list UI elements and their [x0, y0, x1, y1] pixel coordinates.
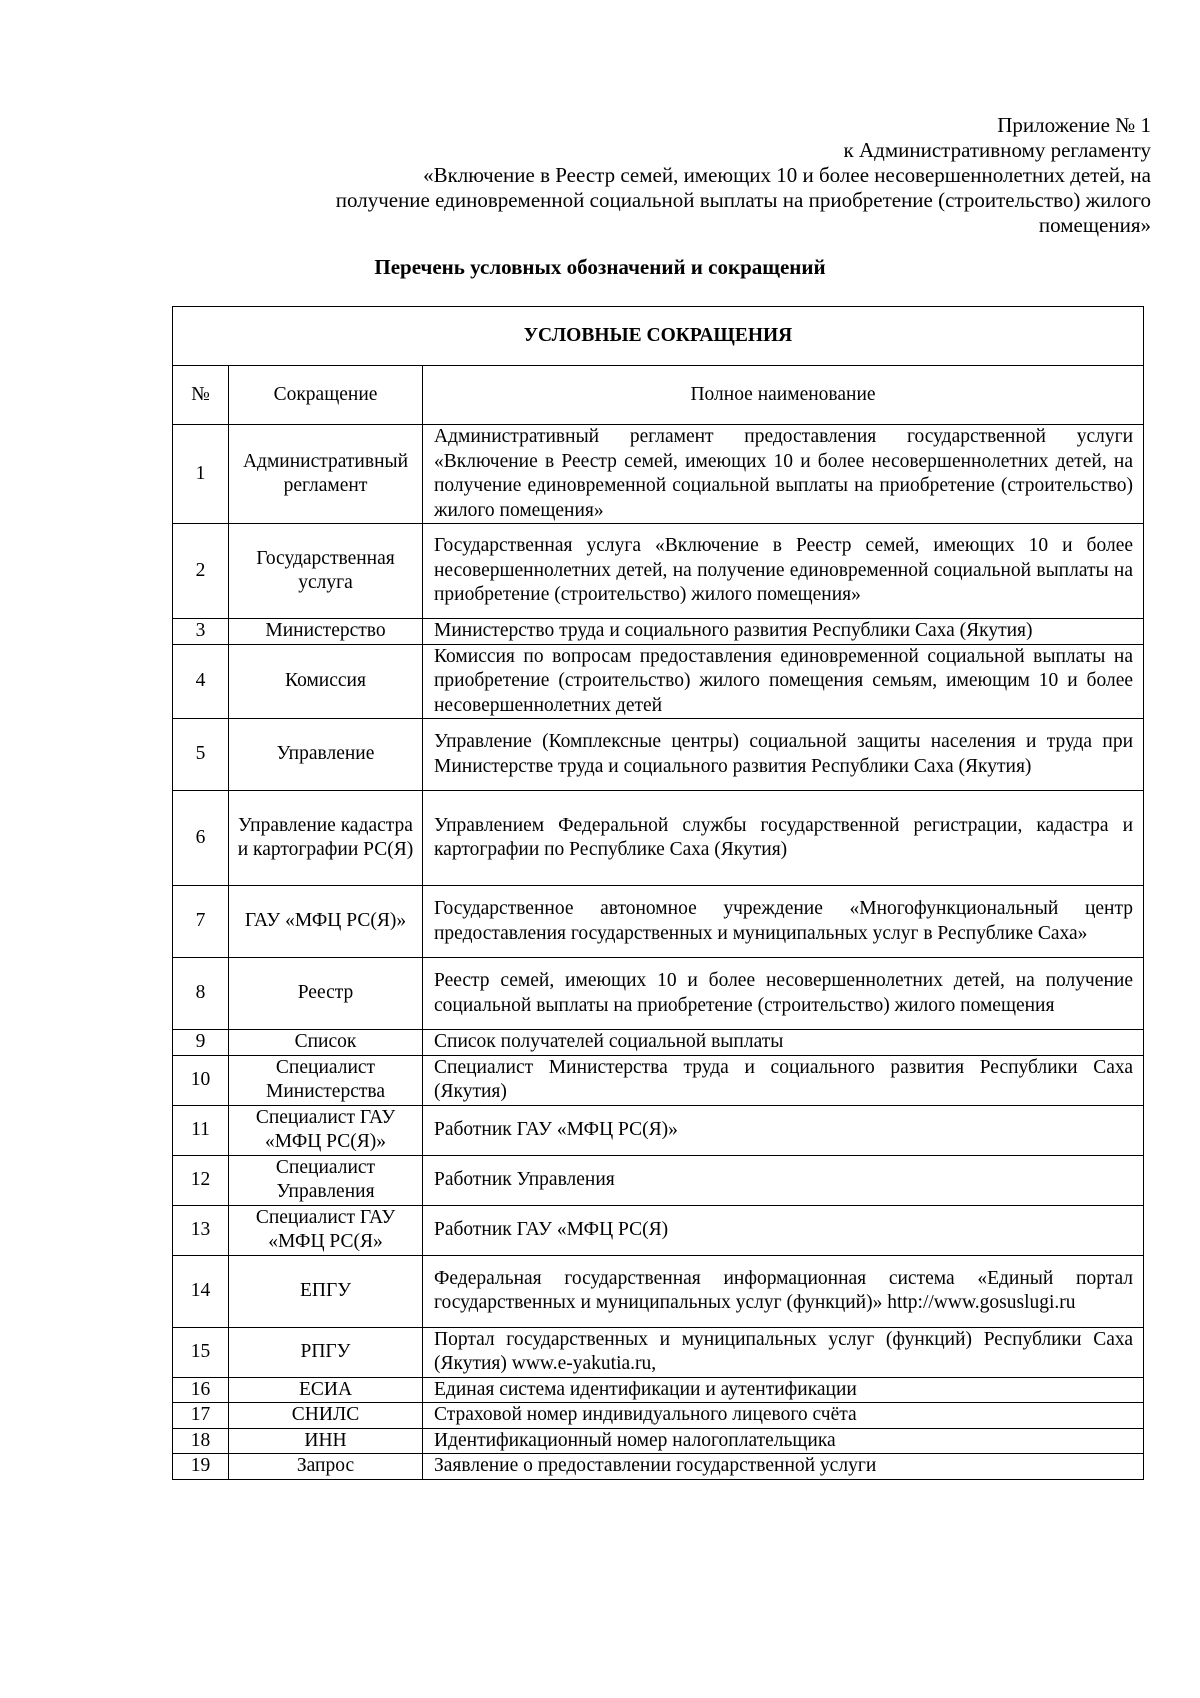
row-full-name: Федеральная государственная информационная система «Единый портал государственных и муниципальных услуг (функций)» http://www.gosuslugi.ru [423, 1255, 1144, 1327]
row-full-name: Специалист Министерства труда и социального развития Республики Саха (Якутия) [423, 1055, 1144, 1105]
row-full-name: Идентификационный номер налогоплательщика [423, 1428, 1144, 1454]
row-number: 13 [173, 1205, 229, 1255]
row-full-name: Страховой номер индивидуального лицевого счёта [423, 1403, 1144, 1429]
appendix-header [180, 113, 1151, 238]
row-full-name: Административный регламент предоставления государственной услуги «Включение в Реестр семей, имеющих 10 и более несовершеннолетних детей, на получение единовременной социальной выплаты на приобретение (строительство) жилого помещения» [423, 425, 1144, 524]
row-abbreviation: Государственная услуга [229, 524, 423, 619]
row-full-name: Управление (Комплексные центры) социальной защиты населения и труда при Министерстве труда и социального развития Республики Саха (Якутия) [423, 719, 1144, 791]
row-abbreviation: РПГУ [229, 1327, 423, 1377]
row-full-name: Работник Управления [423, 1155, 1144, 1205]
table-row [173, 1327, 1144, 1377]
table-row [173, 958, 1144, 1030]
appendix-reference: к Административному регламенту [843, 138, 1151, 162]
column-header-row [173, 366, 1144, 425]
table-row [173, 644, 1144, 719]
row-number: 9 [173, 1030, 229, 1056]
row-full-name: Государственное автономное учреждение «Многофункциональный центр предоставления государственных и муниципальных услуг в Республике Саха» [423, 886, 1144, 958]
table-row [173, 1403, 1144, 1429]
appendix-number: Приложение № 1 [997, 113, 1151, 137]
table-row [173, 619, 1144, 645]
row-number: 1 [173, 425, 229, 524]
row-number: 8 [173, 958, 229, 1030]
row-abbreviation: Специалист Министерства [229, 1055, 423, 1105]
row-abbreviation: Специалист Управления [229, 1155, 423, 1205]
row-full-name: Заявление о предоставлении государственной услуги [423, 1454, 1144, 1480]
row-number: 19 [173, 1454, 229, 1480]
row-number: 14 [173, 1255, 229, 1327]
page-title: Перечень условных обозначений и сокращений [374, 255, 826, 279]
row-abbreviation: Запрос [229, 1454, 423, 1480]
row-number: 2 [173, 524, 229, 619]
row-abbreviation: СНИЛС [229, 1403, 423, 1429]
table-row [173, 1155, 1144, 1205]
row-full-name: Комиссия по вопросам предоставления единовременной социальной выплаты на приобретение (строительство) жилого помещения семьям, имеющим 10 и более несовершеннолетних детей [423, 644, 1144, 719]
row-abbreviation: Управление кадастра и картографии РС(Я) [229, 791, 423, 886]
table-row [173, 1105, 1144, 1155]
table-row [173, 1428, 1144, 1454]
table-caption: УСЛОВНЫЕ СОКРАЩЕНИЯ [173, 307, 1144, 366]
row-abbreviation: Управление [229, 719, 423, 791]
row-number: 18 [173, 1428, 229, 1454]
row-number: 5 [173, 719, 229, 791]
regulation-name-line: получение единовременной социальной выплаты на приобретение (строительство) жилого [335, 188, 1151, 212]
row-number: 15 [173, 1327, 229, 1377]
row-number: 7 [173, 886, 229, 958]
table-row [173, 886, 1144, 958]
row-abbreviation: Специалист ГАУ «МФЦ РС(Я» [229, 1205, 423, 1255]
table-row [173, 1030, 1144, 1056]
table-row [173, 1055, 1144, 1105]
row-number: 4 [173, 644, 229, 719]
row-full-name: Министерство труда и социального развития Республики Саха (Якутия) [423, 619, 1144, 645]
row-number: 10 [173, 1055, 229, 1105]
row-number: 16 [173, 1377, 229, 1403]
row-number: 11 [173, 1105, 229, 1155]
row-abbreviation: ГАУ «МФЦ РС(Я)» [229, 886, 423, 958]
regulation-name-line: помещения» [1038, 213, 1151, 237]
table-row [173, 1205, 1144, 1255]
column-header-number: № [173, 366, 229, 425]
regulation-name-line: «Включение в Реестр семей, имеющих 10 и более несовершеннолетних детей, на [423, 163, 1151, 187]
table-caption-row [173, 307, 1144, 366]
row-full-name: Список получателей социальной выплаты [423, 1030, 1144, 1056]
row-number: 6 [173, 791, 229, 886]
row-abbreviation: Административный регламент [229, 425, 423, 524]
table-row [173, 425, 1144, 524]
row-number: 3 [173, 619, 229, 645]
row-full-name: Единая система идентификации и аутентификации [423, 1377, 1144, 1403]
table-row [173, 1377, 1144, 1403]
row-full-name: Работник ГАУ «МФЦ РС(Я) [423, 1205, 1144, 1255]
row-abbreviation: Министерство [229, 619, 423, 645]
table-row [173, 1454, 1144, 1480]
row-full-name: Реестр семей, имеющих 10 и более несовершеннолетних детей, на получение социальной выплаты на приобретение (строительство) жилого помещения [423, 958, 1144, 1030]
row-number: 12 [173, 1155, 229, 1205]
row-abbreviation: ЕПГУ [229, 1255, 423, 1327]
table-row [173, 524, 1144, 619]
abbreviations-table [172, 306, 1144, 1480]
row-abbreviation: ИНН [229, 1428, 423, 1454]
row-abbreviation: Специалист ГАУ «МФЦ РС(Я)» [229, 1105, 423, 1155]
row-number: 17 [173, 1403, 229, 1429]
row-full-name: Портал государственных и муниципальных услуг (функций) Республики Саха (Якутия) www.e-yakutia.ru, [423, 1327, 1144, 1377]
column-header-full-name: Полное наименование [423, 366, 1144, 425]
table-row [173, 791, 1144, 886]
table-row [173, 719, 1144, 791]
row-abbreviation: Список [229, 1030, 423, 1056]
row-abbreviation: ЕСИА [229, 1377, 423, 1403]
row-full-name: Управлением Федеральной службы государственной регистрации, кадастра и картографии по Республике Саха (Якутия) [423, 791, 1144, 886]
table-row [173, 1255, 1144, 1327]
row-abbreviation: Комиссия [229, 644, 423, 719]
row-full-name: Государственная услуга «Включение в Реестр семей, имеющих 10 и более несовершеннолетних детей, на получение единовременной социальной выплаты на приобретение (строительство) жилого помещения» [423, 524, 1144, 619]
column-header-abbreviation: Сокращение [229, 366, 423, 425]
row-abbreviation: Реестр [229, 958, 423, 1030]
row-full-name: Работник ГАУ «МФЦ РС(Я)» [423, 1105, 1144, 1155]
